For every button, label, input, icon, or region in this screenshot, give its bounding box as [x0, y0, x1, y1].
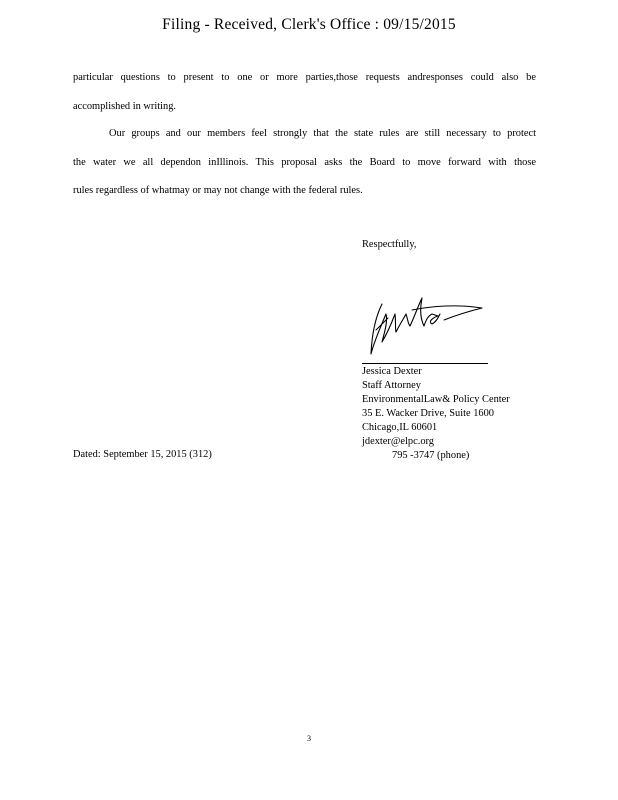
dated-line: Dated: September 15, 2015 (312) — [73, 449, 212, 460]
paragraph-2-line-1: Our groups and our members feel strongly that the state rules are still necessary to protect — [109, 128, 536, 139]
signatory-email: jdexter@elpc.org — [362, 436, 434, 447]
signatory-phone: 795 -3747 (phone) — [392, 450, 470, 461]
filing-header: Filing - Received, Clerk's Office : 09/15/2015 — [162, 16, 456, 33]
paragraph-1-line-2: accomplished in writing. — [73, 100, 177, 112]
paragraph-1-line-1: particular questions to present to one or more parties,those requests andresponses could also be — [73, 72, 536, 83]
signatory-name: Jessica Dexter — [362, 366, 422, 377]
signatory-title: Staff Attorney — [362, 380, 421, 391]
signature-line — [362, 363, 488, 364]
paragraph-2-line-3: rules regardless of whatmay or may not change with the federal rules. — [73, 185, 363, 196]
paragraph-2 — [73, 120, 536, 206]
signatory-organization: EnvironmentalLaw& Policy Center — [362, 394, 510, 405]
signatory-street: 35 E. Wacker Drive, Suite 1600 — [362, 408, 494, 419]
paragraph-1 — [73, 64, 536, 121]
closing-salutation: Respectfully, — [362, 239, 417, 250]
signatory-city: Chicago,IL 60601 — [362, 422, 438, 433]
handwritten-signature — [362, 292, 490, 360]
signatory-block — [362, 365, 510, 463]
page-number: 3 — [307, 734, 311, 743]
paragraph-2-line-2: the water we all dependon inIllinois. This proposal asks the Board to move forward with those — [73, 156, 536, 168]
